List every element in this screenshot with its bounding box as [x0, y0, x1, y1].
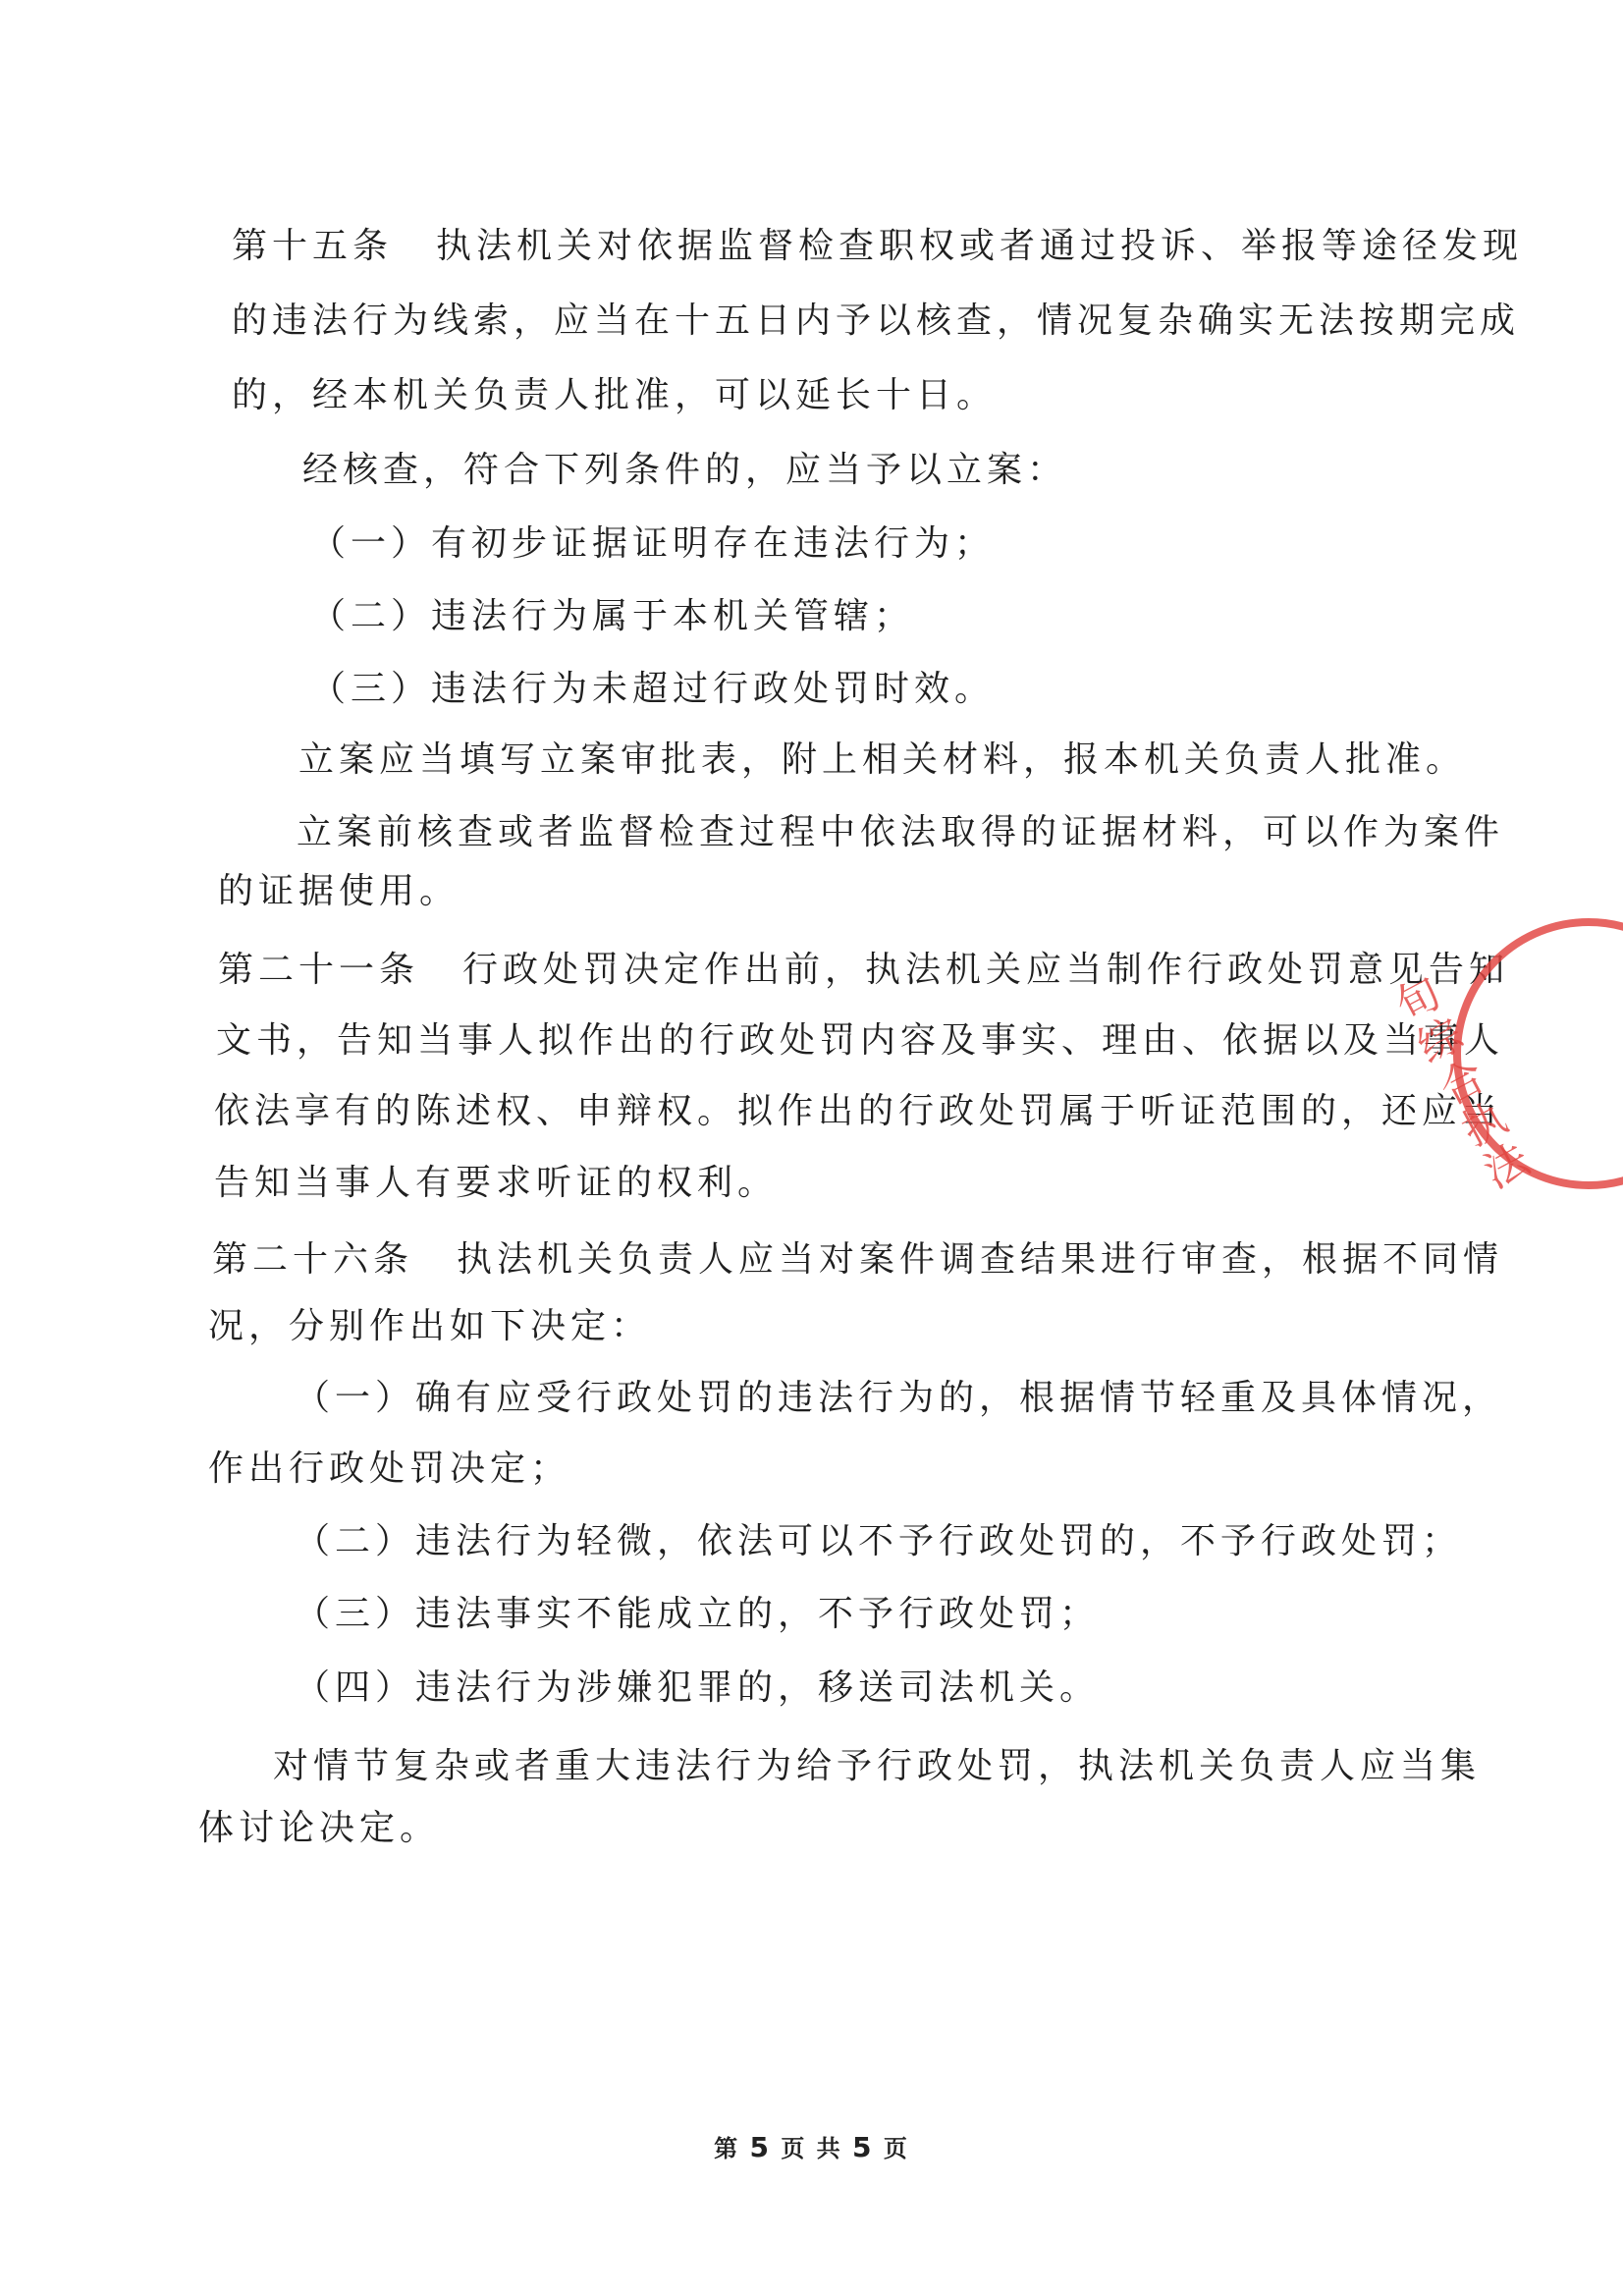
official-seal-stamp [1355, 918, 1623, 1213]
article-26-item-3: （三）违法事实不能成立的，不予行政处罚； [295, 1594, 1101, 1634]
article-21-line-4: 告知当事人有要求听证的权利。 [214, 1163, 779, 1203]
article-15-item-1: （一）有初步证据证明存在违法行为； [310, 523, 996, 564]
article-15-intro: 经核查，符合下列条件的，应当予以立案： [302, 450, 1068, 490]
article-15-para-3-line-1: 立案前核查或者监督检查过程中依法取得的证据材料，可以作为案件 [297, 812, 1505, 852]
page-number-footer [0, 2131, 1623, 2163]
article-15-item-3: （三）违法行为未超过行政处罚时效。 [310, 669, 996, 709]
article-15-para-3-line-2: 的证据使用。 [218, 871, 460, 911]
article-15-line-1 [232, 225, 1523, 268]
article-26-para-line-1: 对情节复杂或者重大违法行为给予行政处罚，执法机关负责人应当集 [273, 1746, 1482, 1786]
footer-label-3: 页 [883, 2135, 909, 2162]
current-page-number: 5 [749, 2131, 771, 2163]
seal-text: 旬综合执法 [1380, 968, 1537, 1201]
article-26-line-1 [212, 1238, 1503, 1282]
footer-label-2: 页 共 [781, 2135, 842, 2162]
article-15-para-2: 立案应当填写立案审批表，附上相关材料，报本机关负责人批准。 [298, 739, 1467, 780]
article-26-line-2: 况，分别作出如下决定： [208, 1306, 652, 1346]
article-15-line-2: 的违法行为线索，应当在十五日内予以核查，情况复杂确实无法按期完成 [232, 301, 1521, 341]
article-21-text-line-1: 行政处罚决定作出前，执法机关应当制作行政处罚意见告知 [462, 950, 1510, 990]
article-26-item-4: （四）违法行为涉嫌犯罪的，移送司法机关。 [295, 1667, 1101, 1708]
article-15-item-2: （二）违法行为属于本机关管辖； [310, 596, 915, 636]
article-21-line-1 [218, 949, 1509, 992]
article-21-heading: 第二十一条 [218, 950, 420, 990]
article-26-item-1-line-1: （一）确有应受行政处罚的违法行为的，根据情节轻重及具体情况， [295, 1378, 1503, 1418]
article-26-item-2: （二）违法行为轻微，依法可以不予行政处罚的，不予行政处罚； [295, 1521, 1463, 1561]
article-26-item-1-line-2: 作出行政处罚决定； [208, 1449, 571, 1489]
article-21-line-2: 文书，告知当事人拟作出的行政处罚内容及事实、理由、依据以及当事人 [216, 1020, 1505, 1061]
article-21-line-3: 依法享有的陈述权、申辩权。拟作出的行政处罚属于听证范围的，还应当 [214, 1091, 1503, 1131]
article-15-line-3: 的，经本机关负责人批准，可以延长十日。 [232, 375, 998, 415]
total-pages-number: 5 [852, 2131, 874, 2163]
article-26-para-line-2: 体讨论决定。 [198, 1808, 441, 1848]
article-26-heading: 第二十六条 [212, 1239, 414, 1280]
article-15-text-line-1: 执法机关对依据监督检查职权或者通过投诉、举报等途径发现 [436, 226, 1524, 266]
article-15-heading: 第十五条 [232, 226, 394, 266]
article-26-text-line-1: 执法机关负责人应当对案件调查结果进行审查，根据不同情 [457, 1239, 1504, 1280]
footer-label-1: 第 [714, 2135, 740, 2162]
